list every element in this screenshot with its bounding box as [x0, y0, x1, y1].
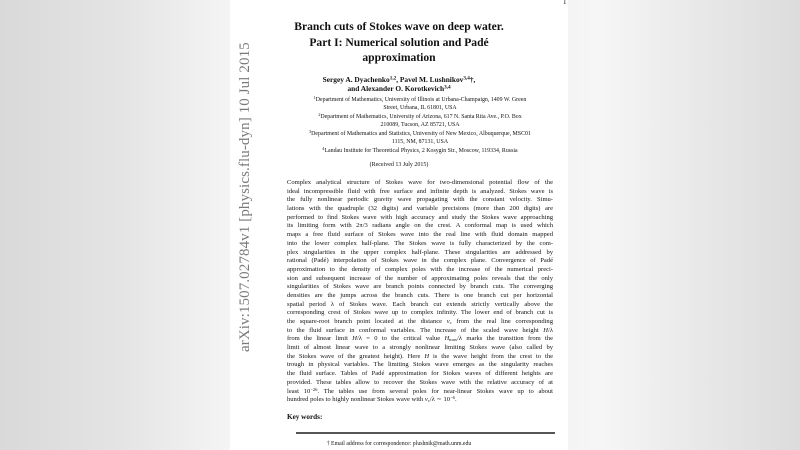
abstract-line — [287, 353, 553, 362]
keywords-label: Key words: — [287, 413, 323, 421]
math-var: H — [444, 335, 450, 343]
text: . The tables use from several poles for near-linear Stokes wave up to about — [317, 387, 553, 395]
text: /λ = 0 to the critical value — [356, 335, 445, 343]
text: from the linear limit — [287, 335, 353, 343]
affiliation-text: 1115, NM, 87131, USA — [391, 139, 449, 146]
author-affiliation-mark: 3,4 — [463, 75, 470, 82]
abstract-line — [287, 388, 553, 397]
arxiv-identifier[interactable]: arXiv:1507.02784v1 [physics.flu-dyn] 10 Jul 2015 — [237, 42, 253, 352]
authors — [230, 75, 568, 93]
abstract-line: its limiting form with 2π/3 radians angle on the crest. A conformal map is used which — [287, 222, 553, 230]
math-sub: c — [449, 320, 452, 326]
affiliation — [285, 113, 555, 130]
affiliation — [285, 147, 555, 155]
affiliation — [285, 130, 555, 147]
abstract-line: maps a free fluid surface of Stokes wave into the real line with fluid domain mapped — [287, 231, 553, 239]
math-var: H — [352, 335, 357, 343]
title-line: Part I: Numerical solution and Padé — [309, 35, 489, 49]
abstract-line: singularities of Stokes wave are branch points connected by branch cuts. The converging — [287, 283, 553, 291]
abstract-line — [287, 327, 553, 336]
abstract-line: the fluid surface. Tables of Padé approximation for Stokes waves of different heights are — [287, 370, 553, 378]
math-var: H — [543, 326, 548, 334]
affiliation-number: 2 — [318, 112, 321, 118]
affiliation-text: Department of Mathematics, University of Arizona, 617 N. Santa Rita Ave., P.O. Box — [320, 114, 522, 120]
paper-title — [230, 19, 568, 66]
title-line: Branch cuts of Stokes wave on deep water. — [294, 20, 504, 33]
footnote — [230, 441, 568, 447]
abstract-line — [287, 396, 553, 405]
affiliation-number: 4 — [322, 146, 325, 152]
affiliation-text: 210089, Tucson, AZ 85721, USA — [380, 122, 460, 129]
abstract — [287, 179, 553, 405]
affiliation-number: 1 — [313, 95, 316, 101]
authors-line — [230, 75, 568, 84]
text: /λ — [548, 326, 553, 334]
title-line: approximation — [362, 51, 436, 64]
abstract-line: ideal incompressible fluid with free surface and infinite depth is analyzed. Stokes wave is — [287, 187, 553, 195]
affiliation-number: 3 — [309, 129, 312, 135]
math-sup: −6 — [450, 395, 455, 401]
text: /λ marks the transition from the — [457, 335, 554, 343]
math-var: v — [446, 318, 450, 325]
author-affiliation-mark: 1,2 — [389, 75, 397, 82]
text: hundred poles to highly nonlinear Stokes wave with — [287, 396, 425, 404]
math-var: H — [424, 352, 430, 360]
author-name: and Alexander O. Korotkevich — [347, 84, 445, 93]
abstract-line: into the lower complex half-plane. The Stokes wave is fully characterized by the com- — [287, 239, 553, 247]
received-date: (Received 13 July 2015) — [369, 162, 429, 168]
math-sub: c — [427, 398, 430, 404]
abstract-line: Complex analytical structure of Stokes wave for two-dimensional potential flow of the — [287, 179, 553, 186]
affiliation-text: Street, Urbana, IL 61801, USA — [383, 105, 457, 112]
abstract-line: plex singularities in the upper complex half-plane. These singularities are addressed by — [287, 248, 553, 256]
affiliation-text: Landau Institute for Theoretical Physics, 2 Kosygin Str., Moscow, 119334, Russia — [324, 148, 518, 154]
footnote-rule — [296, 432, 555, 434]
abstract-line: limit of almost linear wave to a strongly nonlinear limiting Stokes wave (also called by — [287, 344, 553, 352]
text: the Stokes wave of the greatest height). Here — [287, 352, 425, 360]
math-sup: −26 — [310, 386, 318, 392]
footnote-text: Email address for correspondence: plushnik@math.unm.edu — [329, 441, 472, 447]
text: /λ ∼ 10 — [429, 396, 451, 404]
affiliation-text: Department of Mathematics, University of Illinois at Urbana-Champaign, 1409 W. Green — [315, 97, 527, 103]
abstract-line: corresponding crest of Stokes wave up to complex infinity. The lower end of branch cut is — [287, 309, 553, 317]
text: . — [454, 396, 457, 404]
abstract-line: provided. These tables allow to recover the Stokes wave with the relative accuracy of at — [287, 378, 553, 386]
abstract-line: approximation to the density of complex poles with the increase of the numerical preci- — [287, 265, 553, 273]
page-number: 1 — [563, 0, 567, 6]
affiliation — [285, 96, 555, 113]
author-name: Sergey A. Dyachenko — [322, 75, 390, 84]
abstract-line: rational (Padé) interpolation of Stokes wave in the complex plane. Convergence of Padé — [287, 257, 553, 265]
corresponding-author-mark: †, — [469, 75, 476, 84]
affiliation-text: Department of Mathematics and Statistics, University of New Mexico, Albuquerque, MSC01 — [311, 131, 531, 137]
author-affiliation-mark: 3,4 — [444, 84, 451, 91]
abstract-line: densities are the jumps across the branch cuts. There is one branch cut per horizontal — [287, 291, 553, 299]
authors-line — [230, 84, 568, 93]
text: least 10 — [287, 387, 311, 395]
abstract-line: the fully nonlinear periodic gravity wave propagating with the constant velocity. Simu- — [287, 196, 553, 204]
abstract-line — [287, 335, 553, 344]
math-var: v — [424, 396, 428, 404]
abstract-line: performed to find Stokes wave with high accuracy and study the Stokes wave approaching — [287, 213, 553, 221]
text: to the fluid surface in conformal variables. The increase of the scaled wave height — [287, 326, 544, 334]
text: is the wave height from the crest to the — [429, 352, 553, 360]
dagger-mark: † — [326, 441, 330, 447]
abstract-line: trough in physical variables. The limiting Stokes wave emerges as the singularity reaches — [287, 361, 553, 369]
text: the square-root branch point located at the distance — [287, 318, 447, 325]
math-sub: max — [449, 337, 458, 343]
text: from the real line corresponding — [451, 318, 553, 325]
abstract-line — [287, 318, 553, 327]
author-name: , Pavel M. Lushnikov — [396, 75, 464, 84]
abstract-line: spatial period λ of Stokes wave. Each branch cut extends strictly vertically above the — [287, 300, 553, 308]
abstract-line: sion and subsequent increase of the number of approximating poles reveals that the only — [287, 274, 553, 282]
abstract-line: lations with the quadruple (32 digits) and variable precisions (more than 200 digits) are — [287, 205, 553, 213]
